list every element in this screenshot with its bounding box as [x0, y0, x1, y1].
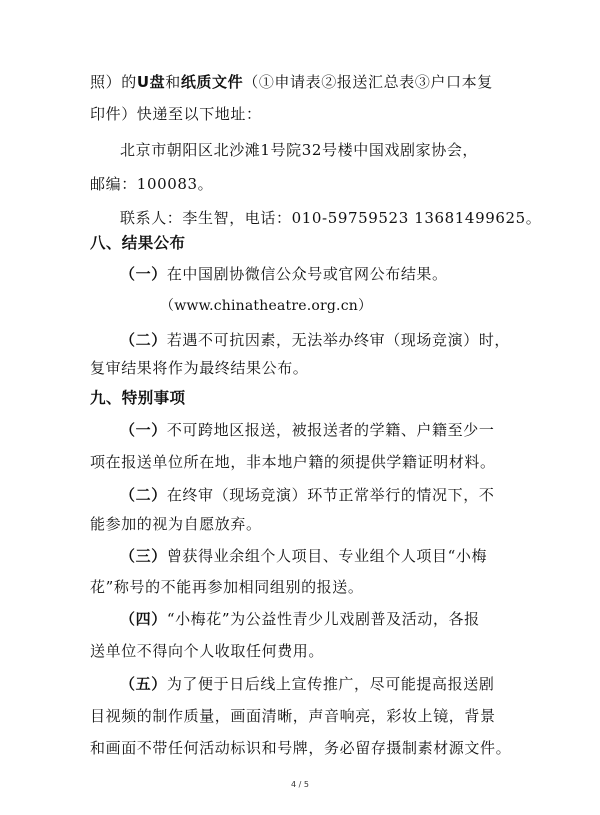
section-9-item-5-line-1 — [120, 674, 600, 694]
item-label: （四） — [120, 610, 167, 628]
section-9-item-1-line-2: 项在报送单位所在地，非本地户籍的须提供学籍证明材料。 — [90, 453, 496, 471]
section-8-item-2-line-1 — [120, 330, 600, 350]
section-9-item-4-line-2: 送单位不得向个人收取任何费用。 — [90, 642, 325, 660]
item-text: 为了便于日后线上宣传推广，尽可能提高报送剧 — [166, 675, 495, 693]
intro-text: （①申请表②报送汇总表③户口本复 — [243, 73, 493, 91]
item-label: （五） — [120, 675, 167, 693]
address-line-2: 邮编：100083。 — [90, 175, 214, 193]
item-label: （三） — [120, 547, 167, 565]
section-9-item-4-line-1 — [120, 609, 600, 629]
item-text: 在中国剧协微信公众号或官网公布结果。 — [166, 265, 448, 283]
section-9-item-5-line-3: 和画面不带任何活动标识和号牌，务必留存摄制素材源文件。 — [90, 739, 512, 757]
item-label: （一） — [120, 265, 167, 283]
intro-text: 照）的 — [90, 73, 137, 91]
item-text: 不可跨地区报送，被报送者的学籍、户籍至少一 — [166, 421, 495, 439]
item-label: （二） — [120, 331, 167, 349]
intro-line-1 — [90, 72, 600, 92]
section-9-item-1-line-1 — [120, 420, 600, 440]
intro-bold-paper: 纸质文件 — [180, 73, 244, 91]
intro-bold-usb: U盘 — [136, 73, 166, 91]
item-text: 曾获得业余组个人项目、专业组个人项目“小梅 — [166, 547, 488, 565]
intro-line-2: 印件）快递至以下地址： — [90, 105, 262, 123]
section-9-item-5-line-2: 目视频的制作质量，画面清晰，声音响亮，彩妆上镜，背景 — [90, 707, 496, 725]
item-text: 在终审（现场竞演）环节正常举行的情况下，不 — [166, 486, 495, 504]
contact-line: 联系人：李生智，电话：010-59759523 13681499625。 — [120, 209, 542, 227]
item-label: （一） — [120, 421, 167, 439]
section-9-item-2-line-2: 能参加的视为自愿放弃。 — [90, 515, 262, 533]
item-label: （二） — [120, 486, 167, 504]
item-text: 若遇不可抗因素，无法举办终审（现场竞演）时， — [166, 331, 511, 349]
address-line-1: 北京市朝阳区北沙滩1号院32号楼中国戏剧家协会， — [120, 141, 479, 159]
section-9-item-2-line-1 — [120, 485, 600, 505]
page-number: 4 / 5 — [291, 780, 309, 789]
item-text: “小梅花”为公益性青少儿戏剧普及活动，各报 — [166, 610, 480, 628]
section-8-item-1 — [120, 264, 600, 284]
intro-text: 和 — [165, 73, 181, 91]
website-url: （www.chinatheatre.org.cn） — [160, 298, 373, 314]
section-9-heading: 九、特别事项 — [90, 389, 186, 407]
section-9-item-3-line-2: 花”称号的不能再参加相同组别的报送。 — [90, 578, 364, 596]
section-8-item-2-line-2: 复审结果将作为最终结果公布。 — [90, 359, 309, 377]
section-9-item-3-line-1 — [120, 546, 600, 566]
section-8-heading: 八、结果公布 — [90, 234, 186, 252]
